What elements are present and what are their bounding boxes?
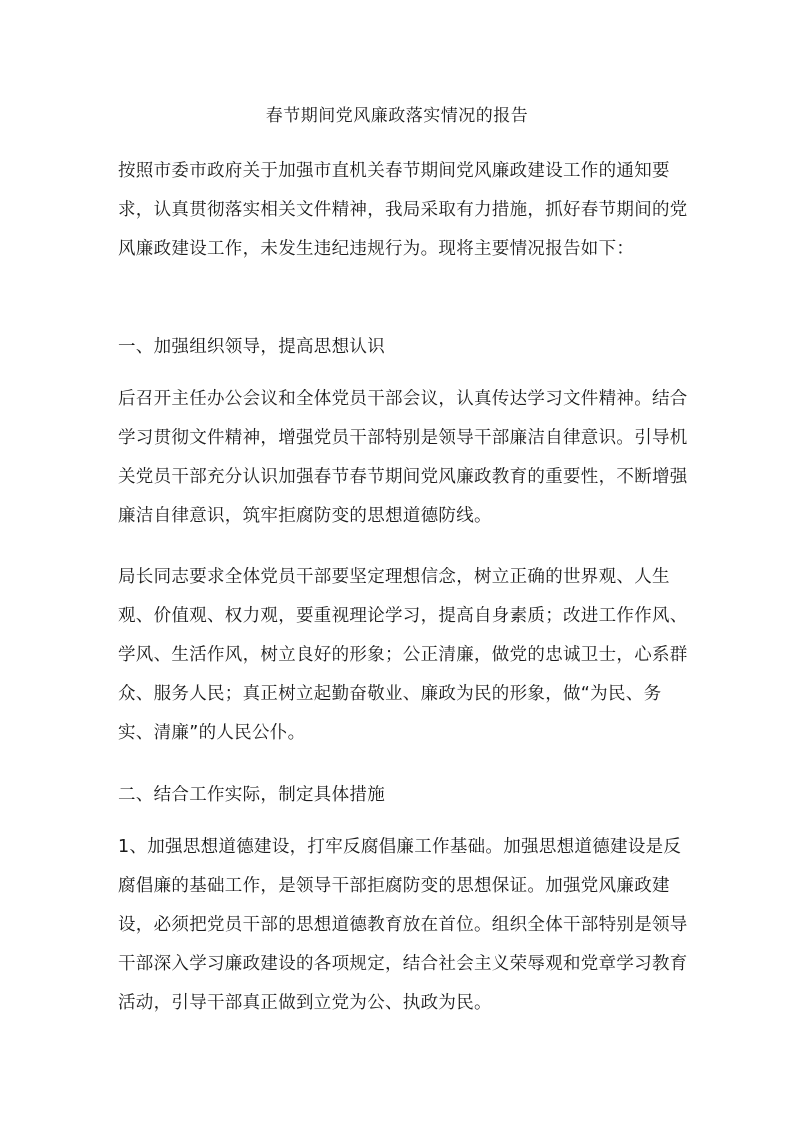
document-title: 春节期间党风廉政落实情况的报告: [265, 106, 529, 126]
section-2-paragraph-1: 1、加强思想道德建设，打牢反腐倡廉工作基础。加强思想道德建设是反腐倡廉的基础工作，是领导干部拒腐防变的思想保证。加强党风廉政建设，必须把党员干部的思想道德教育放在首位。组织全体干部特别是领导干部深入学习廉政建设的各项规定，结合社会主义荣辱观和党章学习教育活动，引导干部真正做到立党为公、执政为民。: [118, 837, 688, 1013]
intro-paragraph: 按照市委市政府关于加强市直机关春节期间党风廉政建设工作的通知要求，认真贯彻落实相关文件精神，我局采取有力措施，抓好春节期间的党风廉政建设工作，未发生违纪违规行为。现将主要情况报告如下：: [118, 161, 688, 259]
section-1-paragraph-1: 后召开主任办公会议和全体党员干部会议，认真传达学习文件精神。结合学习贯彻文件精神，增强党员干部特别是领导干部廉洁自律意识。引导机关党员干部充分认识加强春节春节期间党风廉政教育的重要性，不断增强廉洁自律意识，筑牢拒腐防变的思想道德防线。: [118, 389, 688, 526]
section-heading-1: 一、加强组织领导，提高思想认识: [118, 337, 385, 357]
section-1-paragraph-2: 局长同志要求全体党员干部要坚定理想信念，树立正确的世界观、人生观、价值观、权力观，要重视理论学习，提高自身素质；改进工作作风、学风、生活作风，树立良好的形象；公正清廉，做党的忠诚卫士，心系群众、服务人民；真正树立起勤奋敬业、廉政为民的形象，做“为民、务实、清廉”的人民公仆。: [118, 567, 688, 743]
section-heading-2: 二、结合工作实际，制定具体措施: [118, 785, 385, 805]
